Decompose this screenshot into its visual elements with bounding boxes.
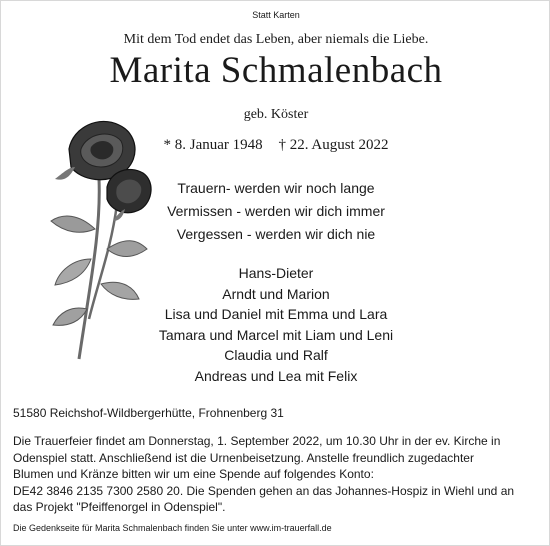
birth-name: geb. Köster [243,107,309,122]
funeral-text-line: DE42 3846 2135 7300 2580 20. Die Spenden gehen an das Johannes-Hospiz in Wiehl und an [13,483,515,498]
birth-date: * 8. Januar 1948 [163,137,263,153]
mourner: Lisa und Daniel mit Emma und Lara [164,306,388,322]
poem-line: Trauern- werden wir noch lange [177,180,375,196]
poem-line: Vergessen - werden wir dich nie [176,226,376,242]
poem-line: Vermissen - werden wir dich immer [167,203,385,219]
funeral-information [13,433,541,516]
mourner: Claudia und Ralf [224,347,328,363]
mourner: Hans-Dieter [238,265,314,281]
deceased-name: Marita Schmalenbach [109,50,443,91]
death-date: † 22. August 2022 [278,137,389,153]
mourners-list [1,263,550,386]
memorial-page-footer: Die Gedenkseite für Marita Schmalenbach finden Sie unter www.im-trauerfall.de [13,523,332,533]
mourner: Arndt und Marion [222,285,330,302]
motto: Mit dem Tod endet das Leben, aber niemals die Liebe. [123,32,429,47]
funeral-text-line: Blumen und Kränze bitten wir um eine Spende auf folgendes Konto: [13,467,374,481]
statt-karten-label: Statt Karten [252,10,300,20]
funeral-text-line: Die Trauerfeier findet am Donnerstag, 1. September 2022, um 10.30 Uhr in der ev. Kirche in [13,434,501,448]
poem [1,177,550,246]
funeral-text-line: das Projekt "Pfeiffenorgel in Odenspiel". [13,500,226,514]
funeral-text-line: Odenspiel statt. Anschließend ist die Urnenbeisetzung. Anstelle freundlich zugedachter [13,450,474,465]
family-address: 51580 Reichshof-Wildbergerhütte, Frohnenberg 31 [13,406,284,420]
mourner: Andreas und Lea mit Felix [194,367,358,384]
mourner: Tamara und Marcel mit Liam und Leni [158,326,394,343]
